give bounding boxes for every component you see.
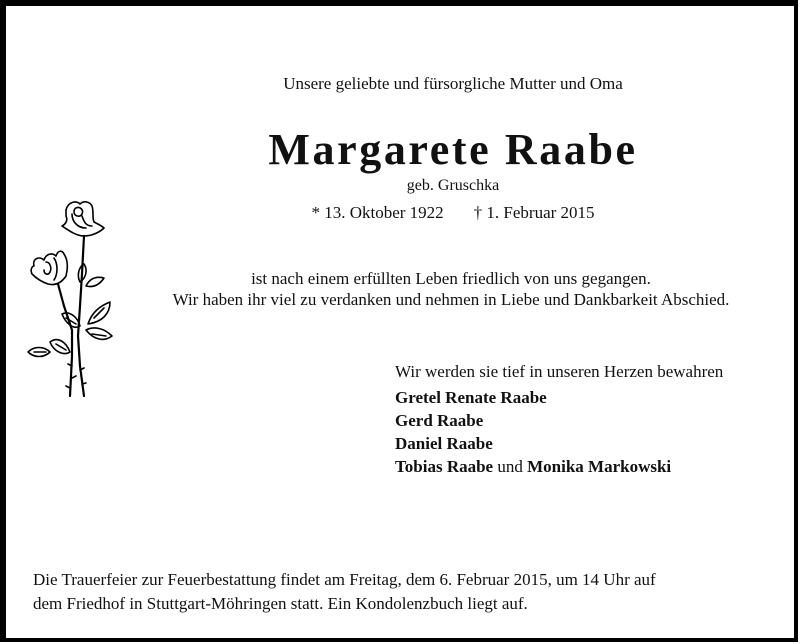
deceased-name: Margarete Raabe bbox=[268, 125, 638, 174]
mourner-name: Gerd Raabe bbox=[395, 411, 484, 430]
mourner-pair bbox=[395, 457, 723, 480]
birth-date: * 13. Oktober 1922 bbox=[311, 203, 444, 222]
mourner-conjunction: und bbox=[493, 457, 528, 476]
intro-line: Unsere geliebte und fürsorgliche Mutter und Oma bbox=[283, 74, 623, 93]
mourner-name: Daniel Raabe bbox=[395, 434, 493, 453]
funeral-info bbox=[33, 568, 656, 616]
mourners-block bbox=[395, 362, 723, 480]
funeral-info-line-2: dem Friedhof in Stuttgart-Möhringen statt. Ein Kondolenzbuch liegt auf. bbox=[33, 594, 528, 613]
mourner-name: Tobias Raabe bbox=[395, 457, 494, 476]
maiden-name: geb. Gruschka bbox=[406, 177, 500, 194]
mourner-name: Monika Markowski bbox=[527, 457, 672, 476]
message-line-2: Wir haben ihr viel zu verdanken und nehmen in Liebe und Dankbarkeit Abschied. bbox=[172, 290, 730, 309]
life-dates bbox=[0, 203, 800, 223]
death-date: † 1. Februar 2015 bbox=[473, 203, 595, 222]
message-line-1: ist nach einem erfüllten Leben friedlich von uns gegangen. bbox=[251, 269, 651, 288]
funeral-info-line-1: Die Trauerfeier zur Feuerbestattung findet am Freitag, dem 6. Februar 2015, um 14 Uhr auf bbox=[33, 570, 656, 589]
signoff-lead: Wir werden sie tief in unseren Herzen bewahren bbox=[395, 362, 724, 381]
mourner-name: Gretel Renate Raabe bbox=[395, 388, 547, 407]
